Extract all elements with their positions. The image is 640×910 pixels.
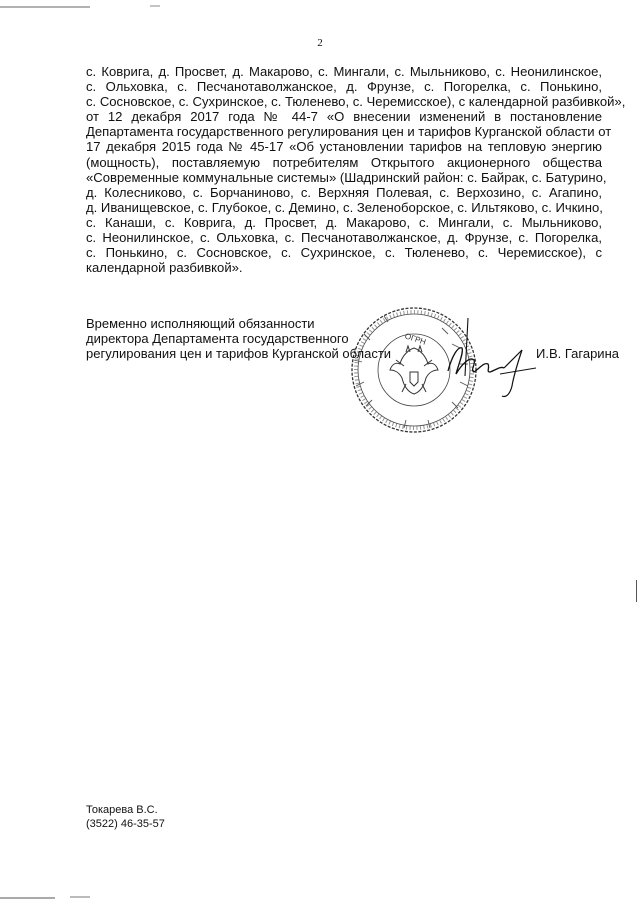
text-line: с. Неонилинское, с. Ольховка, с. Песчанотаволжанское, д. Фрунзе, с. Погорелка, xyxy=(86,230,602,246)
eagle-emblem-icon xyxy=(390,346,438,394)
signatory-title-line: директора Департамента государственного xyxy=(86,331,349,346)
text-line: Департамента государственного регулирования цен и тарифов Курганской области от xyxy=(86,124,612,140)
contact-block xyxy=(86,803,165,831)
signatory-title-line: Временно исполняющий обязанности xyxy=(86,316,315,331)
author-name: Токарева В.С. xyxy=(86,804,158,816)
signatory-title-line: регулирования цен и тарифов Курганской области xyxy=(86,346,392,361)
text-line: с. Канаши, с. Коврига, д. Просвет, д. Макарово, с. Мингали, с. Мыльниково, xyxy=(86,214,602,230)
text-line: с. Понькино, с. Сосновское, с. Сухринское, с. Тюленево, с. Черемисское), с xyxy=(86,245,602,261)
text-line: от 12 декабря 2017 года № 44-7 «О внесении изменений в постановление xyxy=(86,109,602,125)
text-line: с. Сосновское, с. Сухринское, с. Тюленево, с. Черемисское), с календарной разбивкой», xyxy=(86,94,626,110)
signature-graphic xyxy=(440,316,540,406)
handwritten-signature xyxy=(440,316,540,411)
signer-name: И.В. Гагарина xyxy=(536,346,619,361)
text-line: календарной разбивкой». xyxy=(86,260,243,276)
scan-edge-top xyxy=(0,0,640,8)
seal-ogrn-text: ОГРН xyxy=(403,331,428,347)
text-line: 17 декабря 2015 года № 45-17 «Об установлении тарифов на тепловую энергию xyxy=(86,139,602,155)
text-line: «Современные коммунальные системы» (Шадринский район: с. Байрак, с. Батурино, xyxy=(86,169,607,185)
scan-edge-bottom xyxy=(0,892,640,905)
body-paragraph xyxy=(86,64,626,276)
page-number: 2 xyxy=(317,37,323,49)
scan-edge-mark xyxy=(636,580,637,602)
text-line: д. Иванищевское, с. Глубокое, с. Демино, с. Зеленоборское, с. Ильтяково, с. Ичкино, xyxy=(86,199,603,215)
author-phone: (3522) 46-35-57 xyxy=(86,818,165,830)
text-line: с. Ольховка, с. Песчанотаволжанское, д. Фрунзе, с. Погорелка, с. Понькино, xyxy=(86,79,602,95)
text-line: д. Колесниково, с. Борчаниново, с. Верхняя Полевая, с. Верхозино, с. Агапино, xyxy=(86,184,602,200)
text-line: (мощность), поставляемую потребителям Открытого акционерного общества xyxy=(86,154,602,170)
text-line: с. Коврига, д. Просвет, д. Макарово, с. Мингали, с. Мыльниково, с. Неонилинское, xyxy=(86,64,602,79)
signatory-block xyxy=(86,316,396,361)
